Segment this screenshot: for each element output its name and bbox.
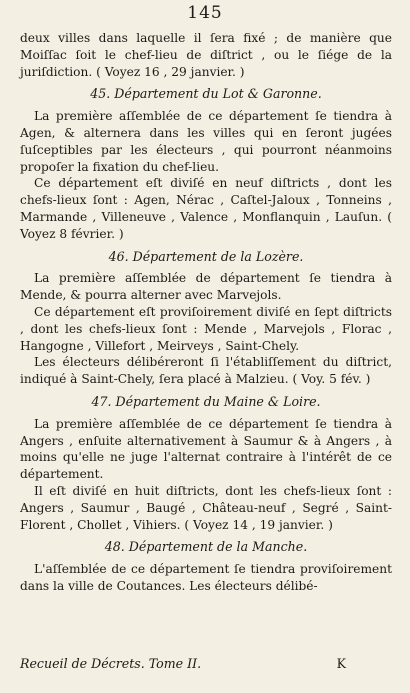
paragraph: La première aſſemblée de ce département ſe tiendra à Angers , enſuite alternativement à Saumur & à Angers , à moins qu'elle ne juge l'alternat contraire à l'intérêt de ce département. <box>20 416 392 482</box>
paragraph: La première aſſemblée de département ſe tiendra à Mende, & pourra alterner avec Marvejols. <box>20 271 392 303</box>
paragraph: Les électeurs délibéreront ſi l'établiſſement du diſtrict, indiqué à Saint-Chely, ſera placé à Malzieu. ( Voy. 5 fév. ) <box>20 355 392 387</box>
paragraph: L'aſſemblée de ce département ſe tiendra proviſoirement dans la ville de Coutances. Les électeurs délibé- <box>20 562 392 593</box>
paragraph: Ce département eſt diviſé en neuf diſtricts , dont les chefs-lieux ſont : Agen, Nérac , Caſtel-Jaloux , Tonneins , Marmande , Villeneuve , Valence , Monflanquin , Lauſun. ( Voyez 8 février. ) <box>20 176 392 241</box>
page-number: 145 <box>187 3 223 23</box>
footer-title: Recueil de Décrets. Tome II. <box>20 656 202 671</box>
section-heading: 48. Département de la Manche. <box>104 539 308 555</box>
paragraph: deux villes dans laquelle il ſera fixé ; de manière que Moiſſac ſoit le chef-lieu de diſtrict , ou le ſiége de la juriſdiction. ( Voyez 16 , 29 janvier. ) <box>20 31 392 79</box>
section-heading: 46. Département de la Lozère. <box>108 248 304 264</box>
paragraph: La première aſſemblée de ce département ſe tiendra à Agen, & alternera dans les villes qui en ſeront jugées ſuſceptibles par les électeurs , qui pourront néanmoins propoſer la fixation du chef-lieu. <box>20 109 392 174</box>
signature-mark: K <box>336 656 346 671</box>
section-heading: 47. Département du Maine & Loire. <box>91 393 321 409</box>
page-footer <box>20 656 392 671</box>
section-heading: 45. Département du Lot & Garonne. <box>90 86 322 102</box>
body-text <box>20 30 392 595</box>
paragraph: Il eſt diviſé en huit diſtricts, dont les chefs-lieux ſont : Angers , Saumur , Baugé , Château-neuf , Segré , Saint-Florent , Chollet , Vihiers. ( Voyez 14 , 19 janvier. ) <box>20 483 392 532</box>
paragraph: Ce département eſt proviſoirement diviſé en ſept diſtricts , dont les chefs-lieux ſont : Mende , Marvejols , Florac , Hangogne , Villefort , Meirveys , Saint-Chely. <box>20 304 392 353</box>
